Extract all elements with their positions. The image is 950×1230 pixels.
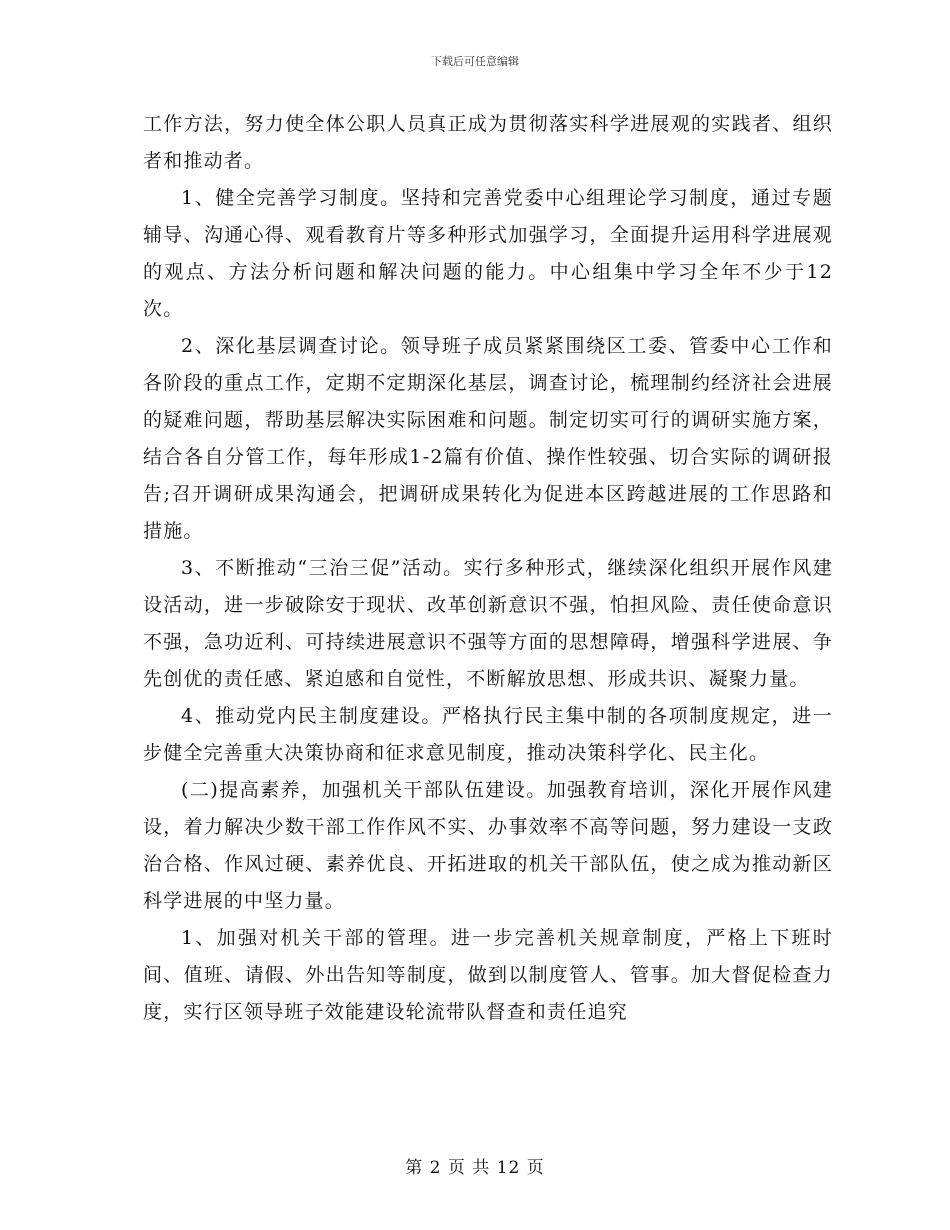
paragraph-grassroots-research: 2、深化基层调查讨论。领导班子成员紧紧围绕区工委、管委中心工作和各阶段的重点工作，定期不定期深化基层，调查讨论，梳理制约经济社会进展的疑难问题，帮助基层解决实际困难和问题。制定切实可行的调研实施方案，结合各自分管工作，每年形成1-2篇有价值、操作性较强、切合实际的调研报告;召开调研成果沟通会，把调研成果转化为促进本区跨越进展的工作思路和措施。 xyxy=(143,335,833,542)
paragraph-three-governance: 3、不断推动“三治三促”活动。实行多种形式，继续深化组织开展作风建设活动，进一步破除安于现状、改革创新意识不强，怕担风险、责任使命意识不强，急功近利、可持续进展意识不强等方面的思想障碍，增强科学进展、争先创优的责任感、紧迫感和自觉性，不断解放思想、形成共识、凝聚力量。 xyxy=(143,557,833,690)
paragraph-continuation: 工作方法，努力使全体公职人员真正成为贯彻落实科学进展观的实践者、组织者和推动者。 xyxy=(143,113,833,172)
paragraph-study-system: 1、健全完善学习制度。坚持和完善党委中心组理论学习制度，通过专题辅导、沟通心得、观看教育片等多种形式加强学习，全面提升运用科学进展观的观点、方法分析问题和解决问题的能力。中心组集中学习全年不少于12次。 xyxy=(143,187,833,320)
document-body xyxy=(143,106,833,1031)
page-number: 第 2 页 共 12 页 xyxy=(405,1158,545,1178)
header-note: 下载后可任意编辑 xyxy=(431,55,519,68)
paragraph-section-two: (二)提高素养，加强机关干部队伍建设。加强教育培训，深化开展作风建设，着力解决少数干部工作作风不实、办事效率不高等问题，努力建设一支政治合格、作风过硬、素养优良、开拓进取的机关干部队伍，使之成为推动新区科学进展的中坚力量。 xyxy=(143,779,833,912)
paragraph-inner-party-democracy: 4、推动党内民主制度建设。严格执行民主集中制的各项制度规定，进一步健全完善重大决策协商和征求意见制度，推动决策科学化、民主化。 xyxy=(143,705,833,764)
paragraph-cadre-management: 1、加强对机关干部的管理。进一步完善机关规章制度，严格上下班时间、值班、请假、外出告知等制度，做到以制度管人、管事。加大督促检查力度，实行区领导班子效能建设轮流带队督查和责任追究 xyxy=(143,927,833,1023)
